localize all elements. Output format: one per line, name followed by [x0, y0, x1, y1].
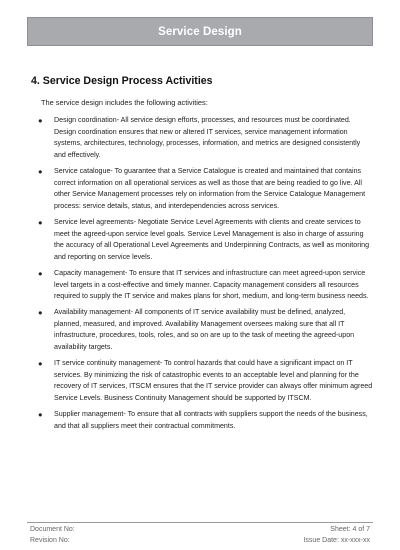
document-number-label: Document No: [30, 526, 75, 533]
list-item-text: Service catalogue- To guarantee that a Service Catalogue is created and maintained that contains correct information on all operational services as well as those that are being readied to go live. All other Service Management processes rely on information from the Service Catalogue Management process: service details, status, and interdependencies across services. [54, 166, 366, 210]
activities-list [38, 115, 374, 437]
list-item-text: Supplier management- To ensure that all contracts with suppliers support the needs of the business, and that all suppliers meet their contractual commitments. [54, 410, 368, 430]
bullet-icon: ● [38, 268, 43, 278]
bullet-icon: ● [38, 166, 43, 176]
list-item [38, 217, 374, 263]
bullet-icon: ● [38, 116, 43, 125]
footer-divider [27, 522, 373, 523]
list-item-text: Design coordination- All service design efforts, processes, and resources must be coordinated. Design coordination ensures that new or altered IT services, service management information systems, architectures, technology, processes, information, and metrics are designed consistently and effectively. [54, 116, 361, 159]
bullet-icon: ● [38, 359, 43, 369]
list-item [38, 166, 374, 212]
section-heading: 4. Service Design Process Activities [31, 75, 213, 87]
list-item [38, 307, 374, 353]
footer-row [30, 526, 370, 533]
list-item-text: Availability management- All components of IT service availability must be defined, analyzed, planned, measured, and improved. Availability Management oversees making sure that all IT infrastructure, procedures, tools, roles, and so on are up to the task of meeting the agreed-upon availability targets. [54, 308, 355, 352]
bullet-icon: ● [38, 217, 43, 227]
header-bar [27, 17, 373, 46]
list-item-text: Service level agreements- Negotiate Service Level Agreements with clients and create services to meet the agreed-upon service level goals. Service Level Management is also in charge of assuring the accuracy of all Operational Level Agreements and Underpinning Contracts, as well as monitoring and reporting on service levels. [54, 217, 370, 261]
list-item [38, 268, 374, 303]
sheet-number: Sheet: 4 of 7 [330, 526, 370, 533]
section-intro: The service design includes the following activities: [41, 98, 208, 107]
bullet-icon: ● [38, 308, 43, 318]
bullet-icon: ● [38, 410, 43, 420]
document-title: Service Design [158, 25, 242, 38]
list-item [38, 358, 374, 404]
footer-row [30, 537, 370, 544]
list-item-text: IT service continuity management- To control hazards that could have a significant impact on IT services. By minimizing the risk of catastrophic events to an acceptable level and planning for the recovery of IT services, ITSCM ensures that the IT service provider can always offer minimum agreed Service Levels. Business Continuity Management should be supported by ITSCM. [54, 359, 373, 403]
revision-number-label: Revision No: [30, 537, 70, 544]
list-item [38, 409, 374, 432]
list-item-text: Capacity management- To ensure that IT services and infrastructure can meet agreed-upon service level targets in a cost-effective and timely manner. Capacity management considers all resources required to supply the IT service and makes plans for short, medium, and long-term business needs. [54, 268, 369, 301]
issue-date: Issue Date: xx-xxx-xx [303, 537, 370, 544]
list-item [38, 115, 374, 161]
